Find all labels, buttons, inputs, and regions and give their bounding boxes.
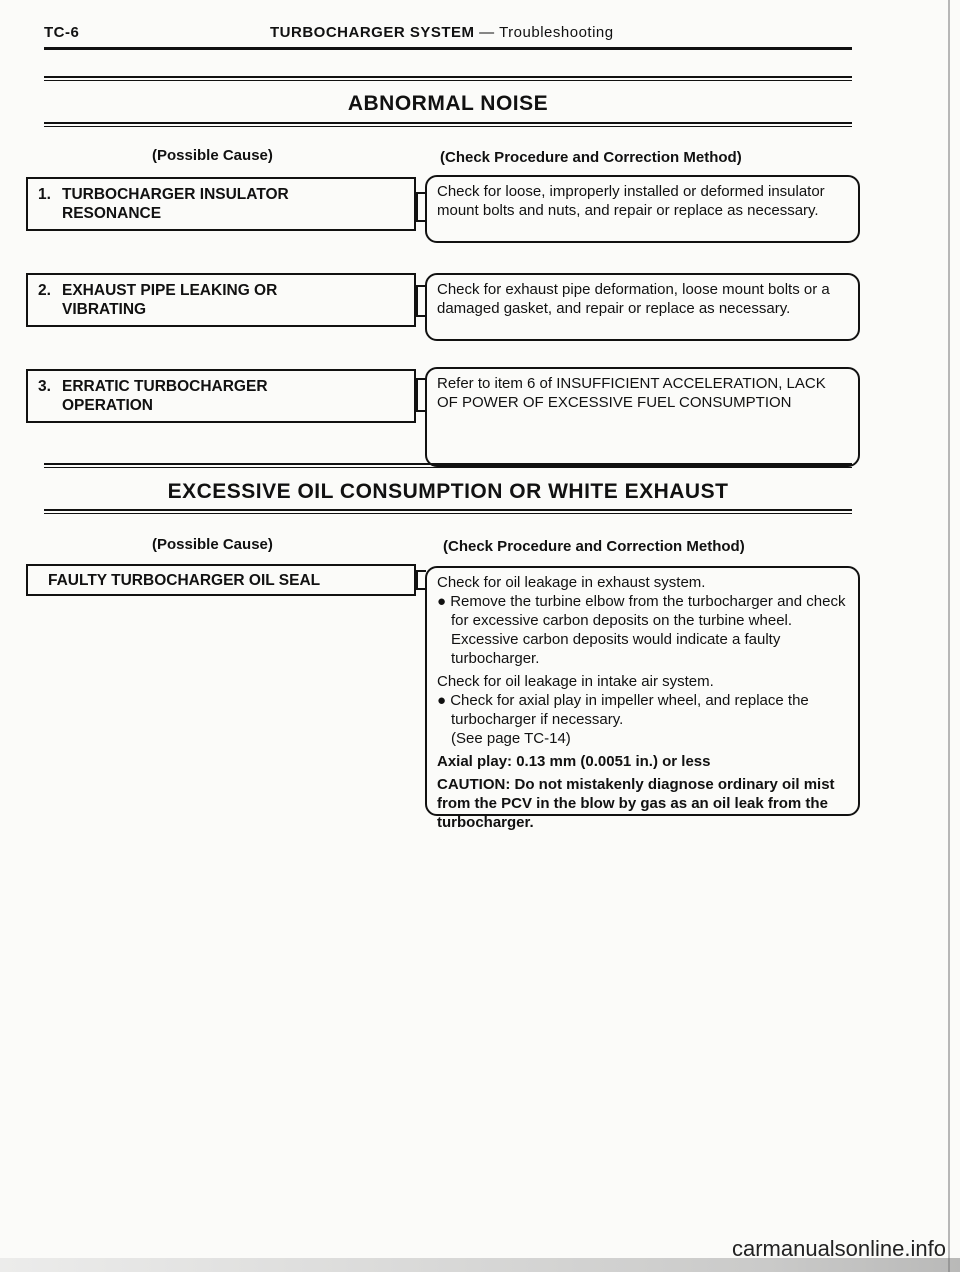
cause-box-oil-seal [26,564,416,596]
cause-text: TURBOCHARGER INSULATOR [62,186,289,203]
cause-text: ERRATIC TURBOCHARGER [62,378,268,395]
section-rule-top-thin [44,467,852,468]
header-subtitle: — Troubleshooting [474,24,614,41]
cause-text-cont: OPERATION [62,397,153,414]
cause-text-cont: VIBRATING [62,301,147,318]
header-title: TURBOCHARGER SYSTEM [270,24,475,41]
procedure-bullet-axial: ● Check for axial play in impeller wheel, and replace the turbocharger if necessary. [437,692,809,728]
cause-heading: (Possible Cause) [152,536,273,553]
section-rule-bottom [44,122,852,124]
cause-text-cont: RESONANCE [62,205,162,222]
page-edge-line [948,0,950,1272]
section-rule-top [44,463,852,465]
procedure-bullet-turbine: ● Remove the turbine elbow from the turbocharger and check for excessive carbon deposits on the turbine wheel. Excessive carbon deposits would indicate a faulty turbocharger. [437,593,846,667]
procedure-line-intake: Check for oil leakage in intake air system. [437,673,714,690]
section-rule-bottom [44,509,852,511]
procedure-text: Refer to item 6 of INSUFFICIENT ACCELERATION, LACK OF POWER OF EXCESSIVE FUEL CONSUMPTION [437,375,826,411]
procedure-line-exhaust: Check for oil leakage in exhaust system. [437,574,706,591]
cause-text: EXHAUST PIPE LEAKING OR [62,282,278,299]
procedure-heading: (Check Procedure and Correction Method) [440,149,742,166]
cause-box-1 [26,177,416,231]
cause-number: 3. [38,378,51,395]
procedure-box-2 [425,273,860,341]
cause-heading: (Possible Cause) [152,147,273,164]
procedure-text: Check for loose, improperly installed or deformed insulator mount bolts and nuts, and repair or replace as necessary. [437,183,825,219]
axial-play-spec: Axial play: 0.13 mm (0.0051 in.) or less [437,753,711,770]
procedure-box-oil-seal [425,566,860,831]
caution-note: CAUTION: Do not mistakenly diagnose ordinary oil mist from the PCV in the blow by gas as an oil leak from the turbocharger. [437,776,835,831]
section-title-oil-consumption: EXCESSIVE OIL CONSUMPTION OR WHITE EXHAUST [167,480,729,503]
page-number: TC-6 [44,24,80,41]
header-rule [44,47,852,50]
procedure-see-page: (See page TC-14) [451,730,571,747]
section-rule-top [44,76,852,78]
page-header-title [270,24,614,41]
procedure-heading: (Check Procedure and Correction Method) [443,538,745,555]
procedure-box-1 [425,175,860,243]
cause-box-2 [26,273,416,327]
procedure-box-3 [425,367,860,467]
cause-text: FAULTY TURBOCHARGER OIL SEAL [48,572,321,589]
cause-box-3 [26,369,416,423]
procedure-text: Check for exhaust pipe deformation, loose mount bolts or a damaged gasket, and repair or replace as necessary. [437,281,830,317]
section-rule-top-thin [44,80,852,81]
section-title-abnormal-noise: ABNORMAL NOISE [347,92,549,115]
section-rule-bottom-thin [44,126,852,127]
cause-number: 2. [38,282,51,299]
cause-number: 1. [38,186,51,203]
watermark: carmanualsonline.info [731,1236,946,1261]
section-rule-bottom-thin [44,513,852,514]
